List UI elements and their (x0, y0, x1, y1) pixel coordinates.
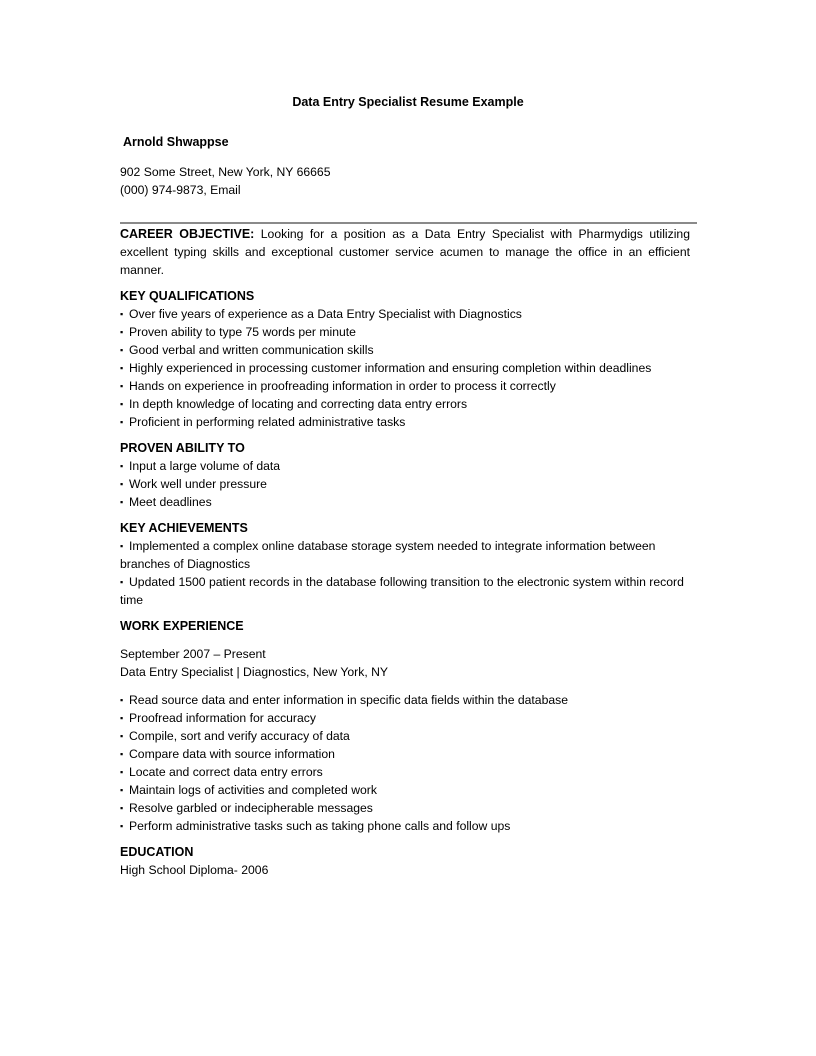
achievements-list (120, 537, 690, 609)
list-item (120, 781, 690, 799)
list-item (120, 341, 690, 359)
list-item-text: Implemented a complex online database storage system needed to integrate information between branches of Diagnostics (120, 539, 656, 571)
job-meta (120, 645, 690, 681)
contact-block (120, 163, 330, 199)
list-item (120, 817, 690, 835)
list-item-text: Proven ability to type 75 words per minute (129, 325, 356, 339)
list-item-text: Over five years of experience as a Data Entry Specialist with Diagnostics (129, 307, 522, 321)
list-item (120, 537, 690, 573)
bullet-icon: ▪ (120, 785, 124, 795)
career-objective (120, 225, 690, 279)
abilities-section (120, 439, 690, 511)
abilities-list (120, 457, 690, 511)
candidate-name: Arnold Shwappse (123, 135, 229, 149)
list-item-text: Perform administrative tasks such as taking phone calls and follow ups (129, 819, 511, 833)
bullet-icon: ▪ (120, 479, 124, 489)
objective-text: Looking for a position as a Data Entry Specialist with Pharmydigs utilizing excellent typing skills and exceptional customer service acumen to manage the office in an efficient manner. (120, 227, 690, 277)
list-item-text: Resolve garbled or indecipherable messages (129, 801, 373, 815)
list-item (120, 691, 690, 709)
bullet-icon: ▪ (120, 399, 124, 409)
qualifications-section (120, 287, 690, 431)
achievements-section (120, 519, 690, 609)
resume-body (120, 225, 690, 879)
list-item-text: Input a large volume of data (129, 459, 281, 473)
list-item (120, 457, 690, 475)
list-item-text: Good verbal and written communication skills (129, 343, 374, 357)
document-title: Data Entry Specialist Resume Example (292, 95, 524, 109)
list-item (120, 745, 690, 763)
list-item (120, 799, 690, 817)
bullet-icon: ▪ (120, 577, 124, 587)
bullet-icon: ▪ (120, 417, 124, 427)
bullet-icon: ▪ (120, 803, 124, 813)
bullet-icon: ▪ (120, 749, 124, 759)
bullet-icon: ▪ (120, 309, 124, 319)
list-item-text: Highly experienced in processing customer information and ensuring completion within deadlines (129, 361, 652, 375)
list-item-text: Proficient in performing related administrative tasks (129, 415, 406, 429)
bullet-icon: ▪ (120, 327, 124, 337)
list-item-text: Read source data and enter information in specific data fields within the database (129, 693, 569, 707)
list-item (120, 493, 690, 511)
bullet-icon: ▪ (120, 461, 124, 471)
qualifications-heading: KEY QUALIFICATIONS (120, 289, 255, 303)
job-position: Data Entry Specialist | Diagnostics, New York, NY (120, 665, 389, 679)
bullet-icon: ▪ (120, 821, 124, 831)
list-item-text: Hands on experience in proofreading information in order to process it correctly (129, 379, 556, 393)
list-item-text: Locate and correct data entry errors (129, 765, 323, 779)
experience-heading: WORK EXPERIENCE (120, 619, 244, 633)
list-item-text: Updated 1500 patient records in the database following transition to the electronic system within record time (120, 575, 684, 607)
list-item (120, 323, 690, 341)
list-item (120, 573, 690, 609)
header-divider (120, 222, 697, 224)
bullet-icon: ▪ (120, 497, 124, 507)
bullet-icon: ▪ (120, 345, 124, 355)
list-item-text: Proofread information for accuracy (129, 711, 316, 725)
list-item (120, 377, 690, 395)
experience-section (120, 617, 690, 835)
list-item (120, 475, 690, 493)
address-line: 902 Some Street, New York, NY 66665 (120, 165, 331, 179)
education-section (120, 843, 690, 879)
list-item (120, 709, 690, 727)
bullet-icon: ▪ (120, 381, 124, 391)
bullet-icon: ▪ (120, 713, 124, 723)
list-item-text: Meet deadlines (129, 495, 212, 509)
list-item (120, 305, 690, 323)
qualifications-list (120, 305, 690, 431)
list-item (120, 395, 690, 413)
list-item (120, 413, 690, 431)
list-item (120, 763, 690, 781)
bullet-icon: ▪ (120, 767, 124, 777)
bullet-icon: ▪ (120, 541, 124, 551)
job-duties-list (120, 691, 690, 835)
job-dates: September 2007 – Present (120, 647, 266, 661)
bullet-icon: ▪ (120, 695, 124, 705)
phone-email-line: (000) 974-9873, Email (120, 183, 241, 197)
list-item-text: Compile, sort and verify accuracy of data (129, 729, 350, 743)
education-degree: High School Diploma- 2006 (120, 863, 269, 877)
list-item-text: Maintain logs of activities and completed work (129, 783, 377, 797)
list-item (120, 359, 690, 377)
list-item-text: Work well under pressure (129, 477, 267, 491)
list-item-text: Compare data with source information (129, 747, 335, 761)
bullet-icon: ▪ (120, 363, 124, 373)
achievements-heading: KEY ACHIEVEMENTS (120, 521, 248, 535)
abilities-heading: PROVEN ABILITY TO (120, 441, 245, 455)
list-item-text: In depth knowledge of locating and correcting data entry errors (129, 397, 468, 411)
objective-label: CAREER OBJECTIVE: (120, 227, 255, 241)
bullet-icon: ▪ (120, 731, 124, 741)
list-item (120, 727, 690, 745)
education-heading: EDUCATION (120, 845, 194, 859)
